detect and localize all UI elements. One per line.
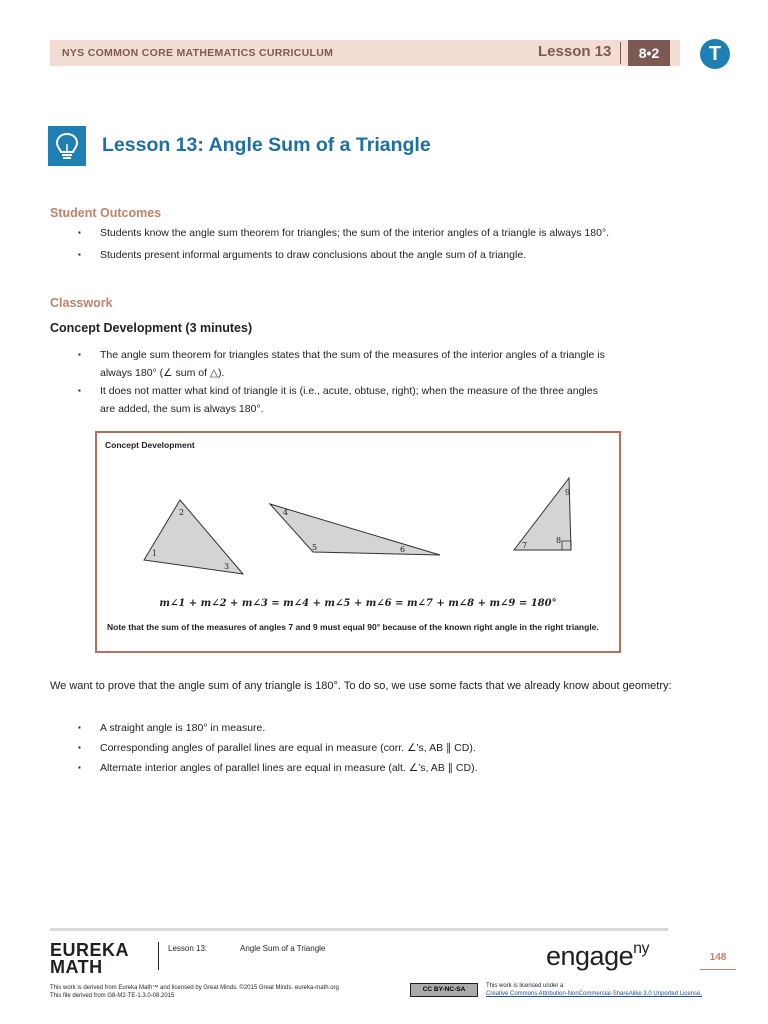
- proof-intro-paragraph: We want to prove that the angle sum of any triangle is 180°. To do so, we use some facts that we already know about geometry:: [50, 680, 672, 692]
- figure-title: Concept Development: [105, 440, 195, 450]
- concept-development-figure: [95, 431, 621, 653]
- list-item: ▪ The angle sum theorem for triangles states that the sum of the measures of the interior angles of a triangle is always 180° (∠ sum of △).: [78, 346, 605, 382]
- angle-label-2: 2: [179, 508, 185, 517]
- right-triangle: [514, 478, 571, 550]
- grade-module-badge: 8•2: [628, 40, 670, 66]
- angle-label-6: 6: [400, 545, 406, 554]
- list-item: ▪ Alternate interior angles of parallel lines are equal in measure (alt. ∠’s, AB ∥ CD).: [78, 758, 477, 778]
- cc-license-badge: CC BY-NC-SA: [410, 983, 478, 997]
- bullet-icon: ▪: [78, 228, 81, 237]
- angle-label-5: 5: [312, 543, 318, 552]
- list-item: ▪ Students know the angle sum theorem for triangles; the sum of the interior angles of a triangle is always 180°.: [78, 224, 609, 242]
- bullet-icon: ▪: [78, 350, 81, 359]
- angle-sum-equation: m∠1 + m∠2 + m∠3 = m∠4 + m∠5 + m∠6 = m∠7 + m∠8 + m∠9 = 180°: [159, 598, 557, 609]
- running-header: [50, 40, 680, 66]
- angle-label-9: 9: [565, 488, 571, 497]
- facts-list: [78, 718, 477, 778]
- bullet-icon: ▪: [78, 743, 81, 752]
- student-outcomes-heading: Student Outcomes: [50, 206, 162, 220]
- footer-lesson-label: Lesson 13:: [168, 944, 208, 953]
- footer-divider: [50, 928, 668, 931]
- outcomes-list: [78, 224, 609, 264]
- attribution-line: This work is derived from Eureka Math™ and licensed by Great Minds. ©2015 Great Minds. eureka-math.org: [50, 985, 339, 991]
- header-lesson: Lesson 13: [538, 43, 612, 60]
- angle-label-7: 7: [522, 541, 528, 550]
- list-item: ▪ It does not matter what kind of triangle it is (i.e., acute, obtuse, right); when the measure of the three angles are added, the sum is always 180°.: [78, 382, 605, 418]
- page-number-underline: [700, 969, 736, 970]
- header-divider: [620, 42, 621, 64]
- footer-lesson-title: Angle Sum of a Triangle: [240, 944, 326, 953]
- eureka-math-logo: EUREKA MATH: [50, 940, 130, 977]
- engageny-logo: engage$^{ny}$: [546, 940, 650, 971]
- footer-vertical-divider: [158, 942, 159, 970]
- teacher-edition-badge: T: [700, 39, 730, 69]
- list-item: ▪ Students present informal arguments to draw conclusions about the angle sum of a triangle.: [78, 246, 609, 264]
- angle-label-1: 1: [152, 549, 158, 558]
- license-link[interactable]: Creative Commons Attribution-NonCommercial-ShareAlike 3.0 Unported License.: [486, 991, 703, 997]
- classwork-list: [78, 346, 605, 418]
- bullet-icon: ▪: [78, 250, 81, 259]
- triangles-diagram: [97, 433, 619, 651]
- curriculum-label: NYS COMMON CORE MATHEMATICS CURRICULUM: [62, 47, 334, 59]
- bullet-icon: ▪: [78, 723, 81, 732]
- angle-label-8: 8: [556, 536, 562, 545]
- angle-label-3: 3: [224, 562, 230, 571]
- page-title: Lesson 13: Angle Sum of a Triangle: [102, 134, 431, 156]
- list-item: ▪ Corresponding angles of parallel lines are equal in measure (corr. ∠’s, AB ∥ CD).: [78, 738, 477, 758]
- file-source-line: This file derived from G8-M2-TE-1.3.0-08.2015: [50, 993, 175, 999]
- figure-note: Note that the sum of the measures of angles 7 and 9 must equal 90° because of the known right angle in the right triangle.: [107, 622, 599, 632]
- list-item: ▪ A straight angle is 180° in measure.: [78, 718, 477, 738]
- page-number: 148: [709, 952, 727, 963]
- angle-label-4: 4: [283, 508, 289, 517]
- bullet-icon: ▪: [78, 386, 81, 395]
- obtuse-triangle: [270, 504, 440, 555]
- classwork-heading: Classwork: [50, 296, 113, 310]
- concept-development-heading: Concept Development (3 minutes): [50, 321, 253, 335]
- lightbulb-icon: [48, 126, 86, 166]
- license-intro: This work is licensed under a: [486, 983, 564, 989]
- bullet-icon: ▪: [78, 763, 81, 772]
